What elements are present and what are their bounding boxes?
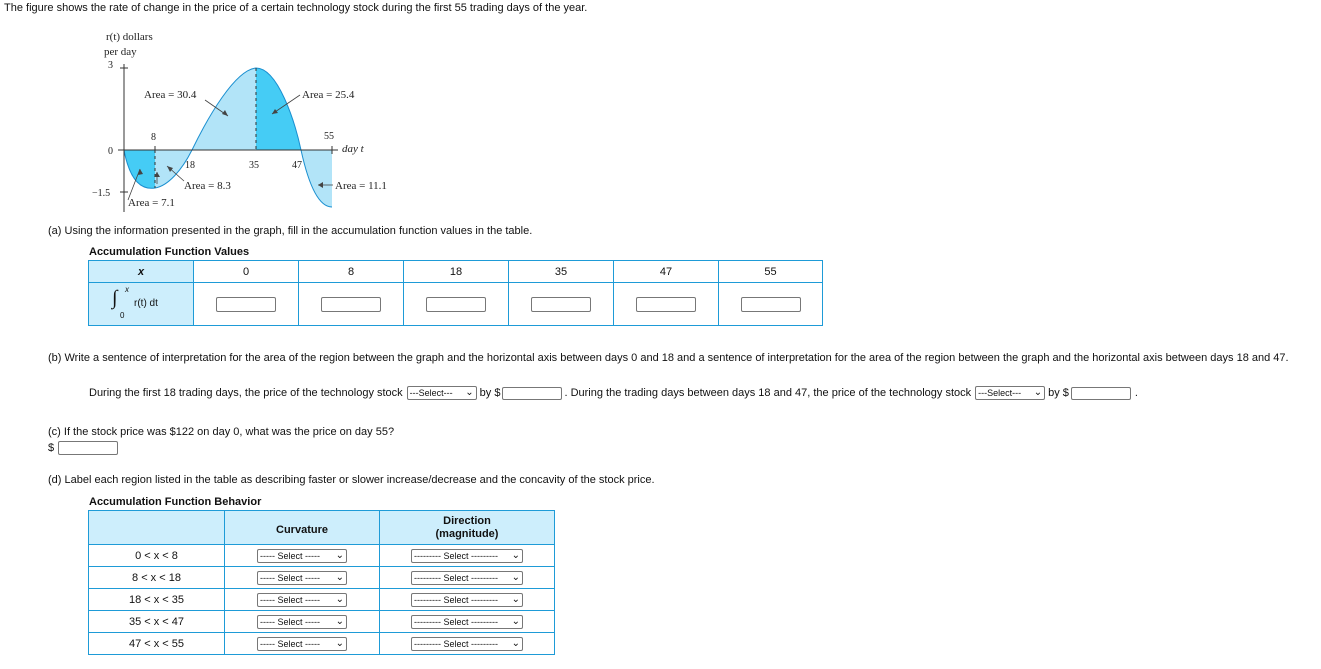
curvature-cell [225,633,380,655]
direction-cell [380,567,555,589]
answer-cell [299,283,404,326]
sentence2-by: by $ [1048,387,1069,399]
curvature-select[interactable] [257,571,347,585]
curvature-cell [225,545,380,567]
x-header: x [89,261,194,283]
direction-cell [380,633,555,655]
curvature-cell [225,567,380,589]
y-tick-top: 3 [108,60,113,71]
intro-text: The figure shows the rate of change in the price of a certain technology stock during the first 55 trading days of the year. [4,2,588,14]
direction-header-line1: Direction [443,514,491,527]
x-value: 47 [614,261,719,283]
region-label: 35 < x < 47 [89,611,225,633]
part-a-prompt: (a) Using the information presented in the graph, fill in the accumulation function values in the table. [48,225,533,237]
part-b-prompt: (b) Write a sentence of interpretation for the area of the region between the graph and the horizontal axis between days 0 and 18 and a sentence of interpretation for the area of the region between the graph and the horizontal axis between days 18 and 47. [48,352,1289,364]
sentence1-select-value: ---Select--- [409,388,453,398]
region-label: 47 < x < 55 [89,633,225,655]
area-label-35-47: Area = 25.4 [302,89,355,101]
area-label-18-35: Area = 30.4 [144,89,197,101]
integral-upper-bound: x [125,285,129,294]
sentence1-select[interactable] [407,386,477,400]
x-value: 35 [509,261,614,283]
answer-cell [509,283,614,326]
chevron-down-icon: ⌄ [1033,387,1043,398]
direction-select[interactable] [411,593,523,607]
region-label: 8 < x < 18 [89,567,225,589]
direction-select[interactable] [411,637,523,651]
sentence2-text: . During the trading days between days 18 and 47, the price of the technology stock [564,387,972,399]
direction-cell [380,545,555,567]
part-a-table-title: Accumulation Function Values [89,246,250,258]
chevron-down-icon: ⌄ [335,615,344,627]
region-label: 18 < x < 35 [89,589,225,611]
value-input[interactable] [216,297,276,312]
value-input[interactable] [636,297,696,312]
region-18-35 [192,68,256,150]
curvature-select-value: ----- Select ----- [260,550,320,561]
chevron-down-icon: ⌄ [335,637,344,649]
integral-lower-bound: 0 [120,311,125,320]
value-input[interactable] [741,297,801,312]
tick-35: 35 [249,160,259,171]
part-b-sentences [89,386,1138,400]
direction-header [380,511,555,545]
part-d-table-title: Accumulation Function Behavior [89,496,262,508]
area-label-8-18: Area = 8.3 [184,180,231,192]
curvature-select-value: ----- Select ----- [260,638,320,649]
sentence-period: . [1134,387,1138,399]
curvature-select[interactable] [257,637,347,651]
sentence1-amount-input[interactable] [502,387,562,400]
chevron-down-icon: ⌄ [511,637,520,649]
answer-cell [719,283,823,326]
answer-cell [614,283,719,326]
direction-select-value: --------- Select --------- [414,594,498,605]
curvature-cell [225,589,380,611]
curvature-select-value: ----- Select ----- [260,572,320,583]
value-input[interactable] [531,297,591,312]
integral-sign: ∫ [112,287,118,309]
direction-header-line2: (magnitude) [435,527,499,540]
sentence2-amount-input[interactable] [1071,387,1131,400]
chevron-down-icon: ⌄ [511,549,520,561]
part-d-prompt: (d) Label each region listed in the table as describing faster or slower increase/decrease and the concavity of the stock price. [48,474,655,486]
chevron-down-icon: ⌄ [511,615,520,627]
region-35-47 [256,68,301,150]
answer-cell [404,283,509,326]
chevron-down-icon: ⌄ [511,593,520,605]
curvature-select[interactable] [257,615,347,629]
x-value: 55 [719,261,823,283]
dollar-sign: $ [48,442,55,454]
direction-select[interactable] [411,549,523,563]
value-input[interactable] [321,297,381,312]
day55-price-input[interactable] [58,441,118,455]
direction-cell [380,611,555,633]
sentence2-select-value: ---Select--- [978,388,1022,398]
region-47-55 [301,150,332,207]
sentence2-select[interactable] [975,386,1045,400]
area-label-47-55: Area = 11.1 [335,180,387,192]
tick-18: 18 [185,160,195,171]
direction-select-value: --------- Select --------- [414,572,498,583]
x-value: 8 [299,261,404,283]
x-value: 18 [404,261,509,283]
y-axis-label-2: per day [104,46,137,58]
x-value: 0 [194,261,299,283]
y-axis-label-1: r(t) dollars [106,31,153,43]
x-axis-label: day t [342,143,364,155]
curvature-select[interactable] [257,549,347,563]
curvature-select[interactable] [257,593,347,607]
direction-select[interactable] [411,615,523,629]
chevron-down-icon: ⌄ [465,387,474,398]
rate-graph [0,22,420,217]
integral-header [89,283,194,326]
direction-cell [380,589,555,611]
part-c-answer [48,441,118,455]
region-label: 0 < x < 8 [89,545,225,567]
chevron-down-icon: ⌄ [335,571,344,583]
corner-cell [89,511,225,545]
sentence1-text: During the first 18 trading days, the price of the technology stock [89,387,403,399]
accumulation-values-table [88,260,823,326]
part-c-prompt: (c) If the stock price was $122 on day 0, what was the price on day 55? [48,426,395,438]
curvature-cell [225,611,380,633]
tick-47: 47 [292,160,302,171]
curvature-header: Curvature [225,511,380,545]
tick-8: 8 [151,132,156,143]
y-tick-bottom: −1.5 [92,188,111,199]
region-0-8 [124,150,155,188]
behavior-table [88,510,555,655]
tick-55: 55 [324,131,334,142]
sentence1-by: by $ [479,387,501,399]
direction-select-value: --------- Select --------- [414,638,498,649]
value-input[interactable] [426,297,486,312]
area-label-0-8: Area = 7.1 [128,197,175,209]
chevron-down-icon: ⌄ [511,571,520,583]
y-tick-zero: 0 [108,146,113,157]
chevron-down-icon: ⌄ [335,549,344,561]
direction-select-value: --------- Select --------- [414,616,498,627]
curvature-select-value: ----- Select ----- [260,616,320,627]
integrand: r(t) dt [134,298,158,309]
answer-cell [194,283,299,326]
direction-select[interactable] [411,571,523,585]
chevron-down-icon: ⌄ [335,593,344,605]
direction-select-value: --------- Select --------- [414,550,498,561]
curvature-select-value: ----- Select ----- [260,594,320,605]
